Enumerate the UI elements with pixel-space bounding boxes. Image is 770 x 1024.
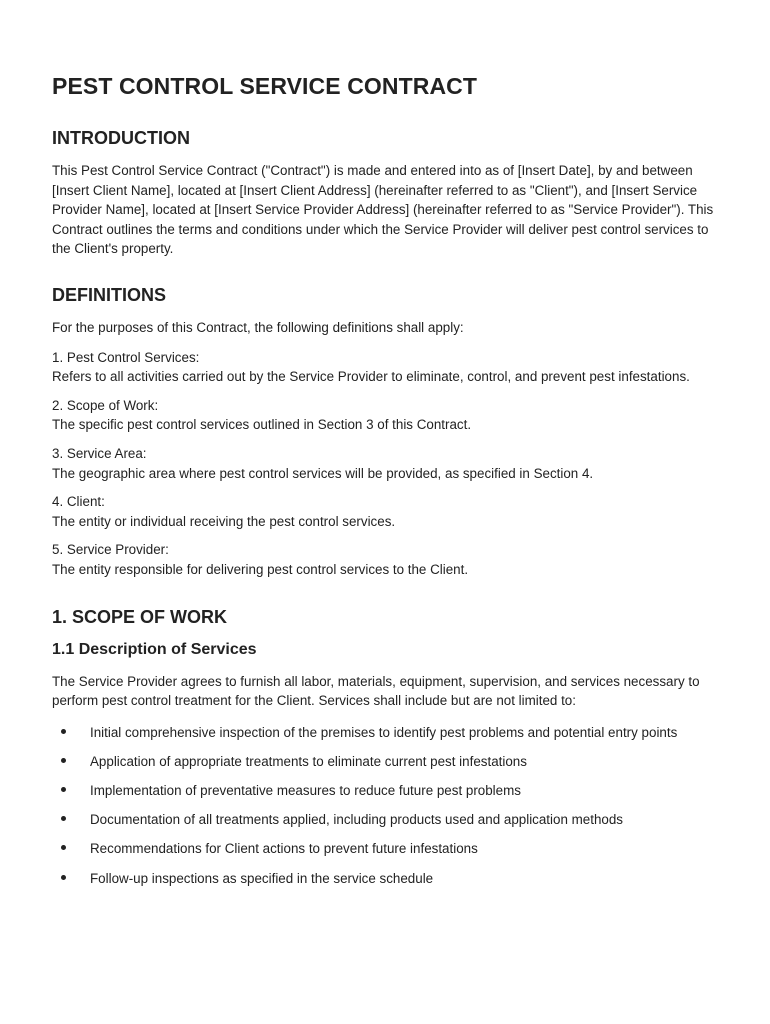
definition-item bbox=[52, 348, 720, 387]
definition-description: Refers to all activities carried out by the Service Provider to eliminate, control, and prevent pest infestations. bbox=[52, 369, 690, 385]
bullet-dot-icon bbox=[61, 787, 66, 792]
document-title: PEST CONTROL SERVICE CONTRACT bbox=[52, 73, 478, 99]
list-item-text: Documentation of all treatments applied, including products used and application methods bbox=[90, 812, 623, 828]
scope-of-work-text: The Service Provider agrees to furnish all labor, materials, equipment, supervision, and services necessary to perform pest control treatment for the Client. Services shall include but are not limited to: bbox=[52, 673, 700, 709]
scope-of-work-heading: 1. SCOPE OF WORK bbox=[52, 606, 228, 627]
list-item-text: Recommendations for Client actions to prevent future infestations bbox=[90, 841, 478, 857]
definition-term: 4. Client: bbox=[52, 494, 105, 510]
definitions-lead: For the purposes of this Contract, the following definitions shall apply: bbox=[52, 319, 464, 335]
definitions-list bbox=[52, 348, 720, 580]
definition-description: The geographic area where pest control services will be provided, as specified in Section 4. bbox=[52, 465, 594, 481]
definition-term: 2. Scope of Work: bbox=[52, 397, 159, 413]
list-item-text: Application of appropriate treatments to eliminate current pest infestations bbox=[90, 753, 527, 769]
bullet-dot-icon bbox=[61, 729, 66, 734]
list-item bbox=[52, 810, 720, 830]
list-item bbox=[52, 839, 720, 859]
list-item-text: Follow-up inspections as specified in the service schedule bbox=[90, 870, 434, 886]
list-item-text: Implementation of preventative measures to reduce future pest problems bbox=[90, 783, 521, 799]
definition-description: The specific pest control services outlined in Section 3 of this Contract. bbox=[52, 417, 472, 433]
definition-item bbox=[52, 444, 720, 483]
definition-item bbox=[52, 492, 720, 531]
definition-item bbox=[52, 396, 720, 435]
list-item bbox=[52, 781, 720, 801]
introduction-text: This Pest Control Service Contract ("Contract") is made and entered into as of [Insert Date], by and between [Insert Client Name], located at [Insert Client Address] (hereinafter referred to as "Client"), and [Insert Service Provider Name], located at [Insert Service Provider Address] (hereinafter referred to as "Service Provider"). This Contract outlines the terms and conditions under which the Service Provider will deliver pest control services to the Client's property. bbox=[52, 163, 714, 257]
services-bullet-list bbox=[52, 723, 720, 889]
list-item bbox=[52, 869, 720, 889]
introduction-heading: INTRODUCTION bbox=[52, 128, 190, 148]
definition-description: The entity responsible for delivering pest control services to the Client. bbox=[52, 561, 469, 577]
bullet-dot-icon bbox=[61, 845, 66, 850]
bullet-dot-icon bbox=[61, 816, 66, 821]
bullet-dot-icon bbox=[61, 875, 66, 880]
definitions-heading: DEFINITIONS bbox=[52, 284, 167, 305]
description-of-services-heading: 1.1 Description of Services bbox=[52, 640, 257, 658]
definition-item bbox=[52, 540, 720, 579]
list-item bbox=[52, 752, 720, 772]
definition-term: 1. Pest Control Services: bbox=[52, 349, 200, 365]
list-item bbox=[52, 723, 720, 743]
list-item-text: Initial comprehensive inspection of the premises to identify pest problems and potential entry points bbox=[90, 724, 678, 740]
definition-term: 3. Service Area: bbox=[52, 445, 147, 461]
bullet-dot-icon bbox=[61, 758, 66, 763]
definition-term: 5. Service Provider: bbox=[52, 542, 169, 558]
definition-description: The entity or individual receiving the pest control services. bbox=[52, 513, 396, 529]
